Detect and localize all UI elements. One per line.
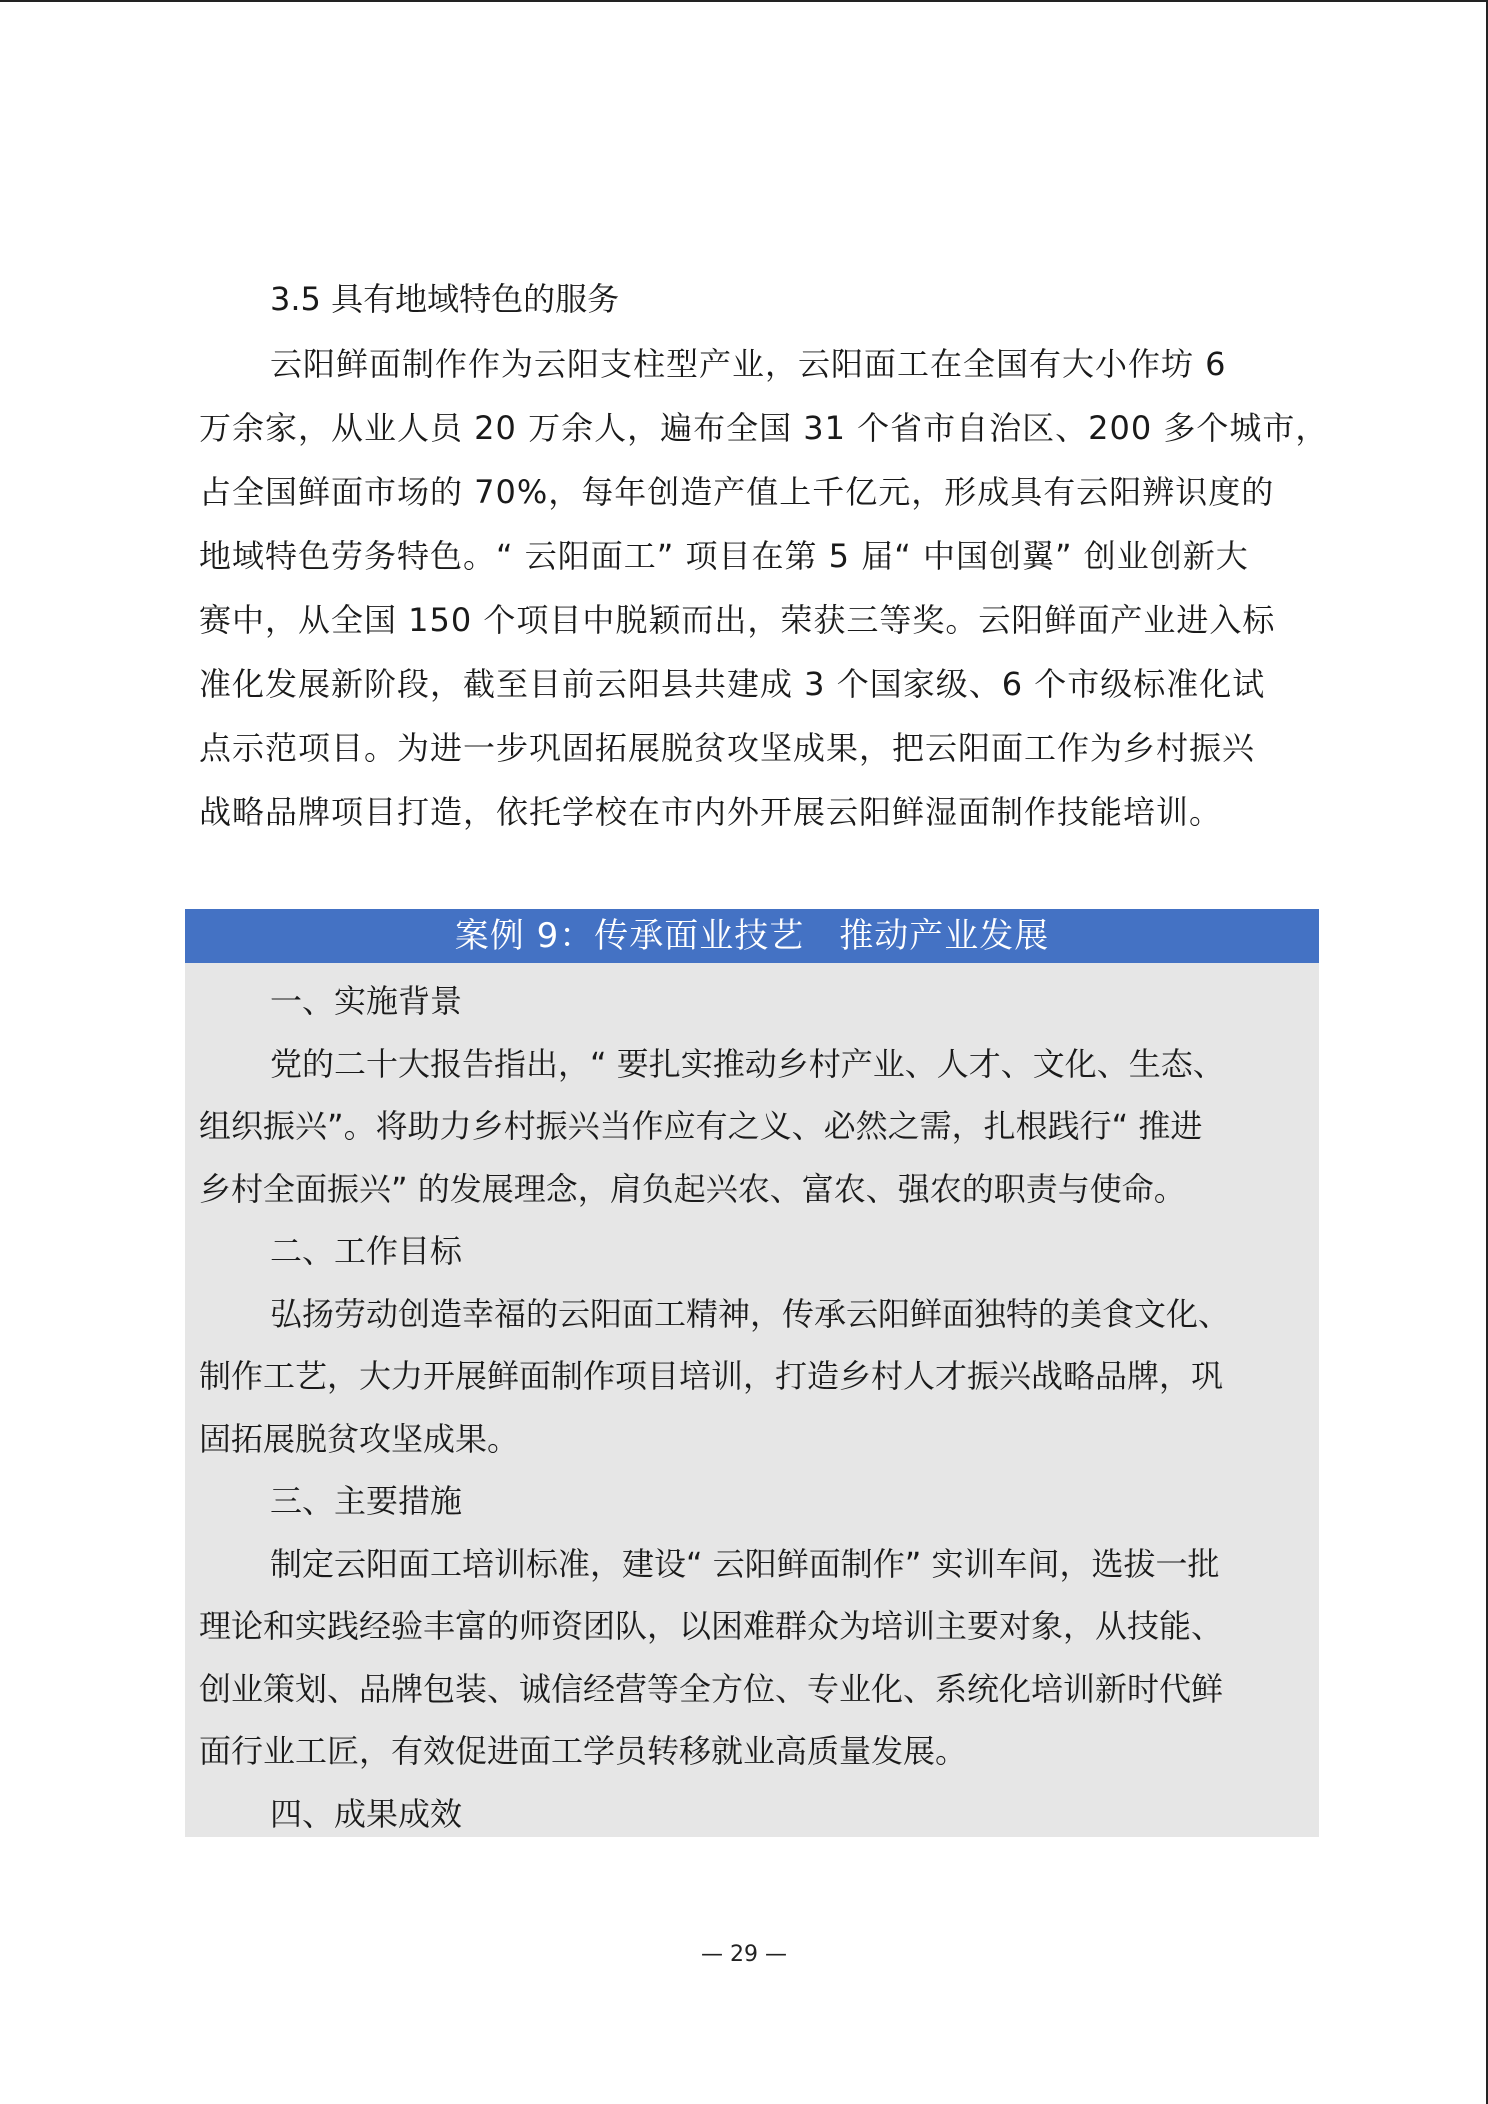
results-heading: 四、成果成效 — [270, 1794, 463, 1833]
background-heading: 一、实施背景 — [270, 982, 463, 1020]
goals-heading: 二、工作目标 — [270, 1232, 463, 1270]
case-content — [199, 970, 1305, 1845]
page-border-top — [0, 0, 1488, 2]
paragraph-line: 乡村全面振兴” 的发展理念，肩负起兴农、富农、强农的职责与使命。 — [199, 1169, 1186, 1208]
paragraph-line: 理论和实践经验丰富的师资团队，以困难群众为培训主要对象，从技能、 — [199, 1607, 1224, 1645]
paragraph-line: 准化发展新阶段，截至目前云阳县共建成 3 个国家级、6 个市级标准化试 — [199, 665, 1266, 703]
section-paragraph — [199, 332, 1329, 844]
case-title-banner: 案例 9：传承面业技艺 推动产业发展 — [185, 909, 1319, 963]
paragraph-line: 地域特色劳务特色。“ 云阳面工” 项目在第 5 届“ 中国创翼” 创业创新大 — [199, 537, 1249, 575]
measures-heading: 三、主要措施 — [270, 1482, 463, 1520]
paragraph-line: 点示范项目。为进一步巩固拓展脱贫攻坚成果，把云阳面工作为乡村振兴 — [199, 729, 1256, 767]
paragraph-line: 制作工艺，大力开展鲜面制作项目培训，打造乡村人才振兴战略品牌，巩 — [199, 1357, 1224, 1395]
paragraph-line: 云阳鲜面制作作为云阳支柱型产业，云阳面工在全国有大小作坊 6 — [270, 345, 1227, 383]
paragraph-line: 万余家，从业人员 20 万余人，遍布全国 31 个省市自治区、200 多个城市， — [199, 409, 1329, 447]
paragraph-line: 组织振兴”。将助力乡村振兴当作应有之义、必然之需，扎根践行“ 推进 — [199, 1107, 1203, 1145]
paragraph-line: 战略品牌项目打造，依托学校在市内外开展云阳鲜湿面制作技能培训。 — [199, 793, 1223, 831]
paragraph-line: 弘扬劳动创造幸福的云阳面工精神，传承云阳鲜面独特的美食文化、 — [270, 1294, 1231, 1333]
paragraph-line: 占全国鲜面市场的 70%，每年创造产值上千亿元，形成具有云阳辨识度的 — [199, 473, 1275, 511]
paragraph-line: 创业策划、品牌包装、诚信经营等全方位、专业化、系统化培训新时代鲜 — [199, 1669, 1224, 1708]
section-heading: 3.5 具有地域特色的服务 — [270, 280, 620, 318]
page-number: — 29 — — [701, 1942, 787, 1967]
paragraph-line: 固拓展脱贫攻坚成果。 — [199, 1419, 520, 1458]
paragraph-line: 党的二十大报告指出，“ 要扎实推动乡村产业、人才、文化、生态、 — [270, 1044, 1225, 1083]
paragraph-line: 赛中，从全国 150 个项目中脱颖而出，荣获三等奖。云阳鲜面产业进入标 — [199, 601, 1276, 639]
paragraph-line: 制定云阳面工培训标准，建设“ 云阳鲜面制作” 实训车间，选拔一批 — [270, 1544, 1220, 1583]
paragraph-line: 面行业工匠，有效促进面工学员转移就业高质量发展。 — [199, 1732, 968, 1770]
